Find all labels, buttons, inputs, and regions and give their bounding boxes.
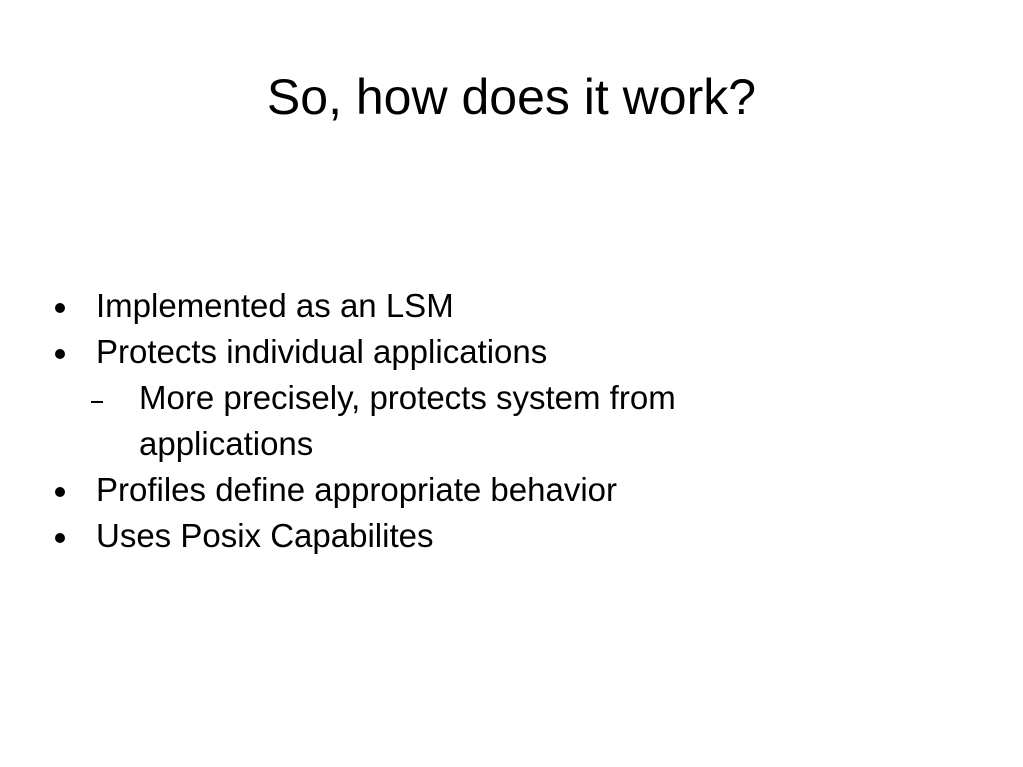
bullet-text: Uses Posix Capabilites xyxy=(96,517,434,554)
slide-title: So, how does it work? xyxy=(266,69,757,125)
bullet-dash-icon xyxy=(91,401,103,403)
bullet-text: Profiles define appropriate behavior xyxy=(96,471,617,508)
bullet-dot-icon xyxy=(55,533,65,543)
bullet-text: Implemented as an LSM xyxy=(96,287,454,324)
bullet-dot-icon xyxy=(55,303,65,313)
sub-bullet-text: More precisely, protects system from applications xyxy=(139,379,676,462)
bullet-dot-icon xyxy=(55,349,65,359)
bullet-dot-icon xyxy=(55,487,65,497)
bullet-list xyxy=(0,283,1023,559)
bullet-item xyxy=(0,283,1023,329)
bullet-item xyxy=(0,329,1023,375)
bullet-item xyxy=(0,513,1023,559)
bullet-item xyxy=(0,467,1023,513)
bullet-text: Protects individual applications xyxy=(96,333,548,370)
sub-bullet-item xyxy=(0,375,839,467)
